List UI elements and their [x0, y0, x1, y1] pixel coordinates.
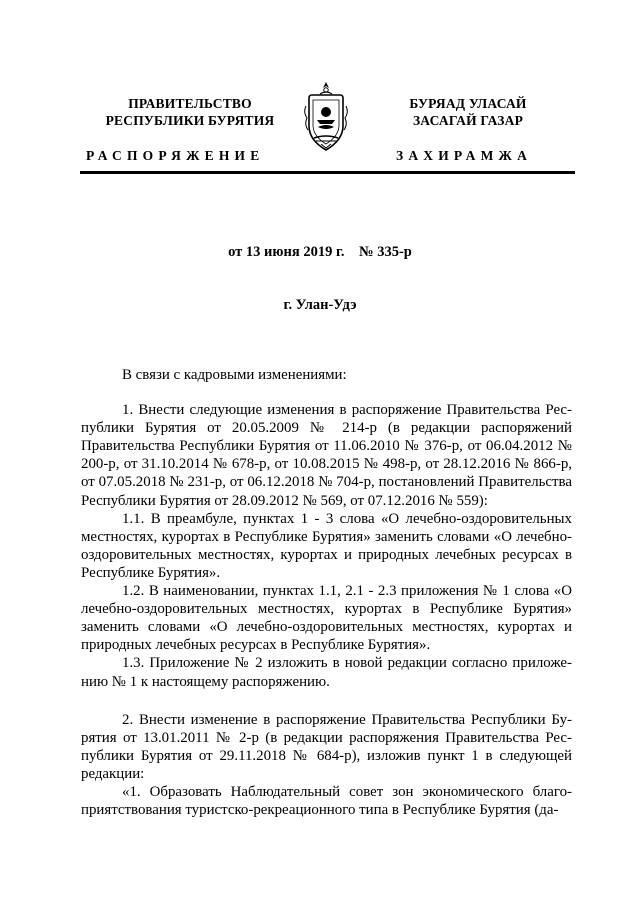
paragraph-item-1-2: 1.2. В наименовании, пунктах 1.1, 2.1 - 2.3 приложения № 1 слова «О лечебно-оздоровительных местностях, курортах в Республике Бурятия» заменить словами «О лечебно-оздоровительных местностях, курортах и природных лечебных ресурсах в Республике Бурятия».: [81, 583, 572, 654]
paragraph-item-1-1: 1.1. В преамбуле, пунктах 1 - 3 слова «О лечебно-оздоровительных местностях, курортах в Республике Бурятия» заменить словами «О лечебно-оздоровительных местностях, курортах и природных лечебных ресурсах в Республике Бурятия».: [81, 510, 572, 581]
issuer-line-2: РЕСПУБЛИКИ БУРЯТИЯ: [105, 113, 275, 128]
document-body: [81, 366, 572, 819]
header-divider: [80, 171, 575, 174]
issuer-line-2-buryat: ЗАСАГАЙ ГАЗАР: [412, 113, 524, 128]
paragraph-item-1: 1. Внести следующие изменения в распоряжение Правительства Республики Бурятия от 20.05.2009 № 214-р (в редакции распоряжений Правительства Республики Бурятия от 11.06.2010 № 376-р, от 06.04.2012 № 200-р, от 31.10.2014 № 678-р, от 10.08.2015 № 498-р, от 28.12.2016 № 866-р, от 07.05.2018 № 231-р, от 06.12.2018 № 704-р, постановлений Правительства Республики Бурятия от 28.09.2012 № 569, от 07.12.2016 № 559):: [81, 402, 572, 509]
paragraph-item-2: 2. Внести изменение в распоряжение Правительства Республики Бурятия от 13.01.2011 № 2-р (в редакции распоряжения Правительства Республики Бурятия от 29.11.2018 № 684-р), изложив пункт 1 в следующей редакции:: [81, 711, 572, 782]
issuer-name-buryat: [368, 95, 568, 129]
document-city: г. Улан-Удэ: [283, 297, 357, 313]
doc-type-buryat: ЗАХИРАМЖА: [396, 148, 533, 163]
issuer-line-1: ПРАВИТЕЛЬСТВО: [128, 96, 252, 111]
paragraph-item-1-3: 1.3. Приложение № 2 изложить в новой редакции согласно приложению № 1 к настоящему распоряжению.: [81, 655, 572, 690]
issuer-line-1-buryat: БУРЯАД УЛАСАЙ: [409, 96, 527, 111]
intro-paragraph: В связи с кадровыми изменениями:: [122, 367, 347, 383]
doc-type-russian: РАСПОРЯЖЕНИЕ: [86, 148, 265, 163]
coat-of-arms-icon: [301, 78, 351, 158]
issuer-name-russian: [85, 95, 295, 129]
paragraph-item-2-quote: «1. Образовать Наблюдательный совет зон экономического благоприятствования туристско-рекреационного типа в Республике Бурятия (да-: [81, 783, 572, 819]
document-date-number: от 13 июня 2019 г. № 335-р: [228, 244, 412, 260]
